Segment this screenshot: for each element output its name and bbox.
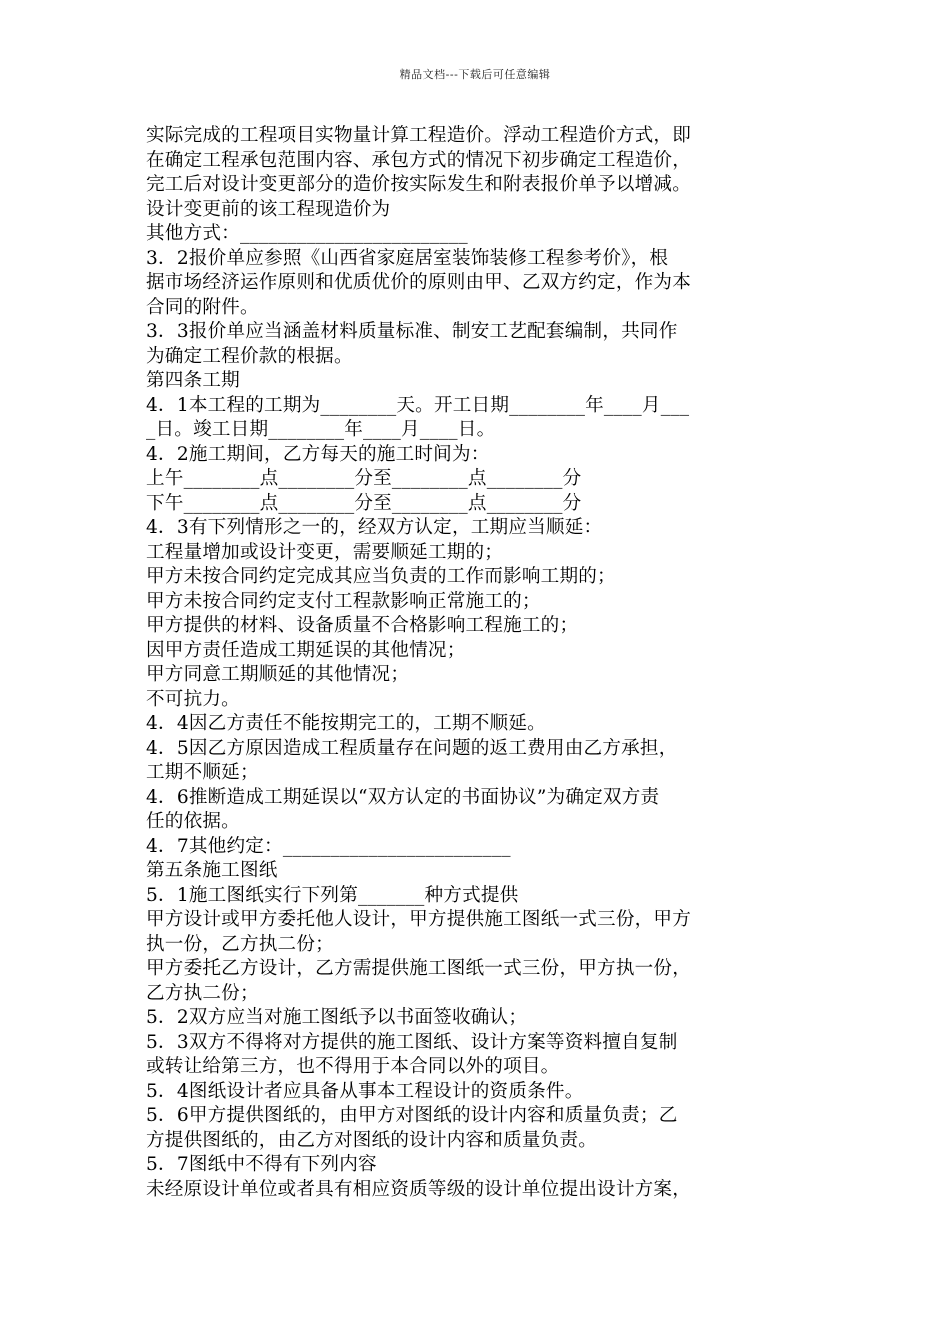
text-line: 工程量增加或设计变更，需要顺延工期的； <box>146 541 504 563</box>
text-line: 甲方未按合同约定完成其应当负责的工作而影响工期的； <box>146 566 616 587</box>
text-line: 或转让给第三方，也不得用于本合同以外的项目。 <box>146 1056 560 1077</box>
text-line: 4．4因乙方责任不能按期完工的，工期不顺延。 <box>146 713 546 734</box>
text-line: 5．1施工图纸实行下列第_______种方式提供 <box>146 884 519 906</box>
text-line: 执一份，乙方执二份； <box>146 933 334 955</box>
document-body <box>146 124 811 1202</box>
text-line: 5．7图纸中不得有下列内容 <box>146 1154 377 1175</box>
text-line: 在确定工程承包范围内容、承包方式的情况下初步确定工程造价， <box>146 149 692 171</box>
text-line: 4．6推断造成工期延误以“双方认定的书面协议”为确定双方责 <box>146 786 660 808</box>
text-line: 5．2双方应当对施工图纸予以书面签收确认； <box>146 1007 528 1028</box>
section-heading: 第四条工期 <box>146 370 240 391</box>
section-heading: 第五条施工图纸 <box>146 860 278 881</box>
text-line: 4．2施工期间，乙方每天的施工时间为： <box>146 443 490 465</box>
text-line: 任的依据。 <box>146 811 240 832</box>
text-line: 据市场经济运作原则和优质优价的原则由甲、乙双方约定，作为本 <box>146 272 692 293</box>
text-line: 设计变更前的该工程现造价为 <box>146 198 391 220</box>
text-line: 甲方未按合同约定支付工程款影响正常施工的； <box>146 590 541 612</box>
text-line: 5．6甲方提供图纸的，由甲方对图纸的设计内容和质量负责；乙 <box>146 1105 678 1126</box>
text-line: 4．5因乙方原因造成工程质量存在问题的返工费用由乙方承担， <box>146 737 678 759</box>
text-line: 方提供图纸的，由乙方对图纸的设计内容和质量负责。 <box>146 1129 598 1151</box>
text-line: 因甲方责任造成工期延误的其他情况； <box>146 639 466 661</box>
text-line: 乙方执二份； <box>146 982 259 1004</box>
text-line: 未经原设计单位或者具有相应资质等级的设计单位提出设计方案， <box>146 1178 692 1200</box>
text-line: 4．3有下列情形之一的，经双方认定，工期应当顺延： <box>146 517 603 538</box>
text-line: 4．7其他约定：________________________ <box>146 835 511 857</box>
text-line: 为确定工程价款的根据。 <box>146 345 353 367</box>
text-line: 合同的附件。 <box>146 296 259 318</box>
text-line: 4．1本工程的工期为________天。开工日期________年____月___ <box>146 394 690 416</box>
text-line: 工期不顺延； <box>146 762 259 783</box>
text-line: 实际完成的工程项目实物量计算工程造价。浮动工程造价方式，即 <box>146 125 692 146</box>
text-line: 不可抗力。 <box>146 688 240 710</box>
text-line: _日。竣工日期________年____月____日。 <box>146 419 496 440</box>
text-line: 甲方委托乙方设计，乙方需提供施工图纸一式三份，甲方执一份， <box>146 958 692 979</box>
text-line: 其他方式：________________________ <box>146 223 468 244</box>
text-line: 3．2报价单应参照《山西省家庭居室装饰装修工程参考价》，根 <box>146 247 669 269</box>
text-line: 甲方提供的材料、设备质量不合格影响工程施工的； <box>146 615 579 636</box>
text-line: 上午________点________分至________点________分 <box>146 468 582 489</box>
text-line: 5．3双方不得将对方提供的施工图纸、设计方案等资料擅自复制 <box>146 1031 678 1053</box>
text-line: 5．4图纸设计者应具备从事本工程设计的资质条件。 <box>146 1080 584 1102</box>
text-line: 完工后对设计变更部分的造价按实际发生和附表报价单予以增减。 <box>146 174 692 195</box>
text-line: 下午________点________分至________点________分 <box>146 492 582 514</box>
page-header: 精品文档---下载后可任意编辑 <box>399 68 551 81</box>
text-line: 3．3报价单应当涵盖材料质量标准、制安工艺配套编制，共同作 <box>146 321 678 342</box>
text-line: 甲方设计或甲方委托他人设计，甲方提供施工图纸一式三份，甲方 <box>146 909 692 930</box>
text-line: 甲方同意工期顺延的其他情况； <box>146 664 410 685</box>
